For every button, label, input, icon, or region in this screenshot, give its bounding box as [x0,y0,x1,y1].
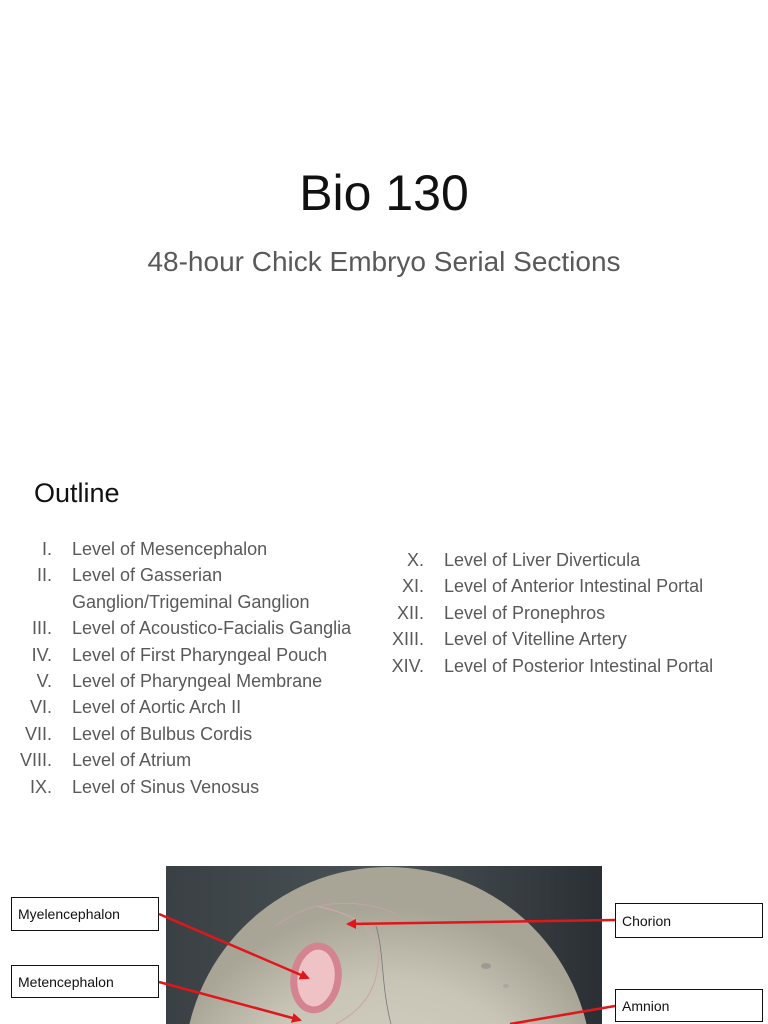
outline-list-left [0,536,372,800]
outline-item-text: Level of First Pharyngeal Pouch [72,644,328,665]
outline-item-number: VI. [29,697,52,718]
outline-item [0,694,372,720]
outline-item-number: XIII. [391,629,424,650]
outline-item [0,615,372,641]
outline-item-number: IX. [29,776,52,797]
outline-item [0,774,372,800]
label-myelencephalon: Myelencephalon [11,897,159,931]
outline-item [0,721,372,747]
outline-heading: Outline [34,478,120,508]
outline-list-right [380,547,764,679]
outline-item-number: X. [406,550,424,570]
outline-item-number: V. [36,671,52,692]
outline-item-number: I. [41,539,52,559]
outline-item-text: Level of Posterior Intestinal Portal [444,655,714,676]
outline-item [380,626,764,652]
outline-item [380,653,764,679]
outline-item-number: VIII. [19,750,52,771]
outline-item-number: XIV. [391,655,424,676]
outline-item [380,573,764,599]
label-amnion: Amnion [615,989,763,1022]
outline-item [0,536,372,562]
outline-item [380,547,764,573]
label-chorion: Chorion [615,903,763,938]
outline-item-number: VII. [24,723,52,744]
outline-item-text: Level of Anterior Intestinal Portal [444,576,704,597]
outline-item-text: Level of Aortic Arch II [72,697,242,718]
outline-item [380,600,764,626]
outline-item [0,747,372,773]
outline-item-number: II. [36,565,52,586]
outline-item-number: XI. [401,576,424,597]
outline-item [0,562,372,615]
outline-item [0,668,372,694]
outline-item-text: Level of Atrium [72,750,192,771]
slide-title: Bio 130 [299,165,469,221]
outline-item-text: Level of Mesencephalon [72,539,268,559]
outline-item-text: Level of Gasserian Ganglion/Trigeminal Ganglion [72,565,310,612]
outline-item-number: III. [31,618,52,639]
outline-item-text: Level of Vitelline Artery [444,629,627,650]
outline-item-number: XII. [396,602,424,623]
outline-item-text: Level of Pronephros [444,602,606,623]
outline-item-text: Level of Pharyngeal Membrane [72,671,323,692]
microscope-photo [166,866,602,1024]
label-metencephalon: Metencephalon [11,965,159,998]
outline-item-text: Level of Sinus Venosus [72,776,260,797]
outline-item [0,642,372,668]
outline-item-text: Level of Liver Diverticula [444,550,641,570]
outline-item-number: IV. [31,644,52,665]
outline-item-text: Level of Acoustico-Facialis Ganglia [72,618,352,639]
microscope-field-image [166,866,602,1024]
outline-item-text: Level of Bulbus Cordis [72,723,253,744]
slide-subtitle: 48-hour Chick Embryo Serial Sections [147,246,621,277]
